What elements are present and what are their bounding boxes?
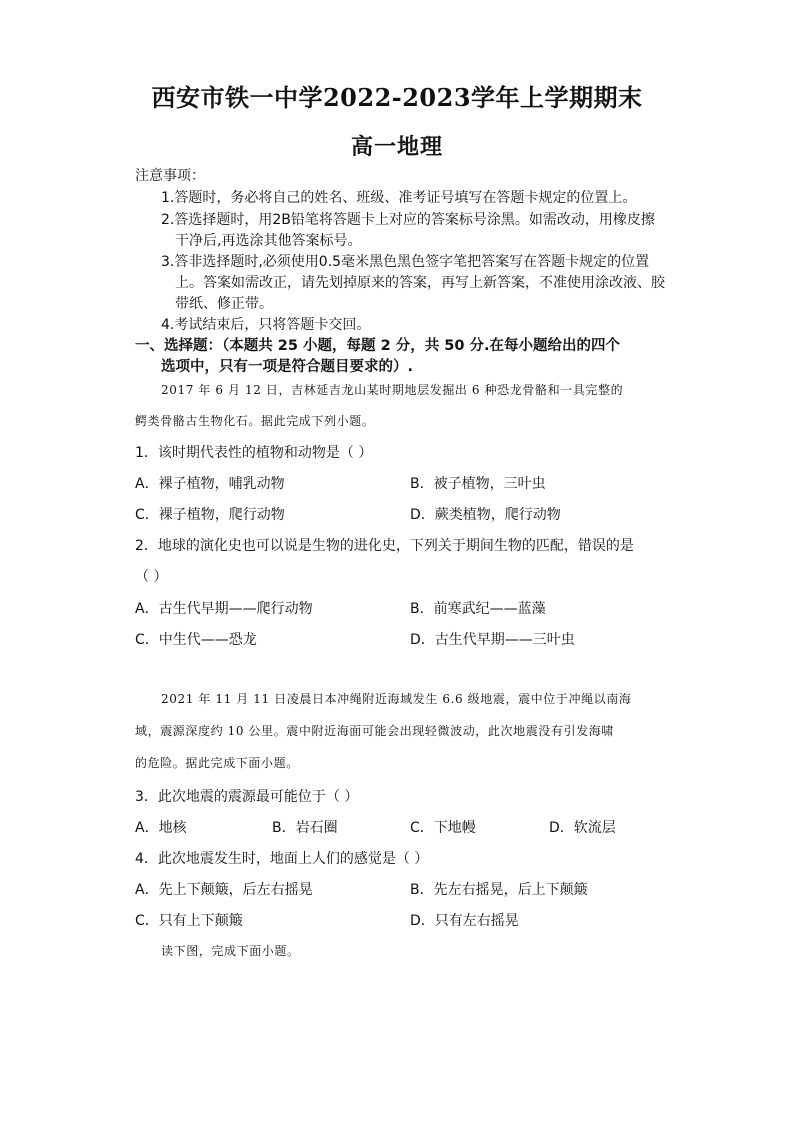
question-3-option-a: A．地核 [135,820,187,836]
passage-line: 的危险。据此完成下面小题。 [135,756,299,770]
passage-line: 2017 年 6 月 12 日，吉林延吉龙山某时期地层发掘出 6 种恐龙骨骼和一具完整的 [161,383,624,397]
notice-item: 3.答非选择题时,必须使用0.5毫米黑色黑色签字笔把答案写在答题卡规定的位置 [161,254,650,270]
question-2-answer-paren: （ ） [135,569,168,585]
question-1-option-c: C．裸子植物，爬行动物 [135,507,285,523]
notice-item: 4.考试结束后，只将答题卡交回。 [161,317,371,333]
question-4-option-a: A．先上下颠簸，后左右摇晃 [135,882,313,898]
page-title: 西安市铁一中学2022-2023学年上学期期末 [151,83,643,112]
question-4-option-d: D．只有左右摇晃 [410,913,519,929]
question-3-option-b: B．岩石圈 [272,820,338,836]
question-1-option-d: D．蕨类植物，爬行动物 [410,507,561,523]
question-1-stem: 1．该时期代表性的植物和动物是（ ） [135,445,373,461]
question-4-option-b: B．先左右摇晃，后上下颠簸 [410,882,588,898]
notice-item-continued: 干净后,再选涂其他答案标号。 [175,233,362,249]
question-2-option-d: D．古生代早期——三叶虫 [410,632,575,648]
notice-item: 1.答题时，务必将自己的姓名、班级、准考证号填写在答题卡规定的位置上。 [161,190,637,206]
question-1-option-a: A．裸子植物，哺乳动物 [135,476,285,492]
notice-item: 2.答选择题时，用2B铅笔将答题卡上对应的答案标号涂黑。如需改动，用橡皮擦 [161,212,655,228]
passage-line: 鳄类骨骼古生物化石。据此完成下列小题。 [135,414,375,428]
question-2-option-a: A．古生代早期——爬行动物 [135,601,313,617]
question-4-stem: 4．此次地震发生时，地面上人们的感觉是（ ） [135,851,429,867]
section-heading-continued: 选项中，只有一项是符合题目要求的）. [161,359,414,375]
question-2-stem: 2．地球的演化史也可以说是生物的进化史，下列关于期间生物的匹配，错误的是 [135,538,634,554]
passage-line: 域，震源深度约 10 公里。震中附近海面可能会出现轻微波动，此次地震没有引发海啸 [135,724,614,738]
notice-item-continued: 上。答案如需改正，请先划掉原来的答案，再写上新答案，不准使用涂改液、胶 [175,275,665,291]
question-3-option-d: D．软流层 [549,820,616,836]
question-3-stem: 3．此次地震的震源最可能位于（ ） [135,789,359,805]
question-4-option-c: C．只有上下颠簸 [135,913,243,929]
question-2-option-c: C．中生代——恐龙 [135,632,257,648]
notice-heading: 注意事项： [135,168,205,184]
passage-line: 2021 年 11 月 11 日凌晨日本冲绳附近海域发生 6.6 级地震，震中位于冲绳以南海 [161,692,632,706]
page-subtitle: 高一地理 [350,134,443,160]
question-1-option-b: B．被子植物，三叶虫 [410,476,546,492]
question-3-option-c: C．下地幔 [410,820,476,836]
notice-item-continued: 带纸、修正带。 [175,296,273,312]
section-heading: 一、选择题：（本题共 25 小题，每题 2 分，共 50 分.在每小题给出的四个 [135,338,620,354]
question-2-option-b: B．前寒武纪——蓝藻 [410,601,546,617]
passage-line: 读下图，完成下面小题。 [161,944,300,958]
